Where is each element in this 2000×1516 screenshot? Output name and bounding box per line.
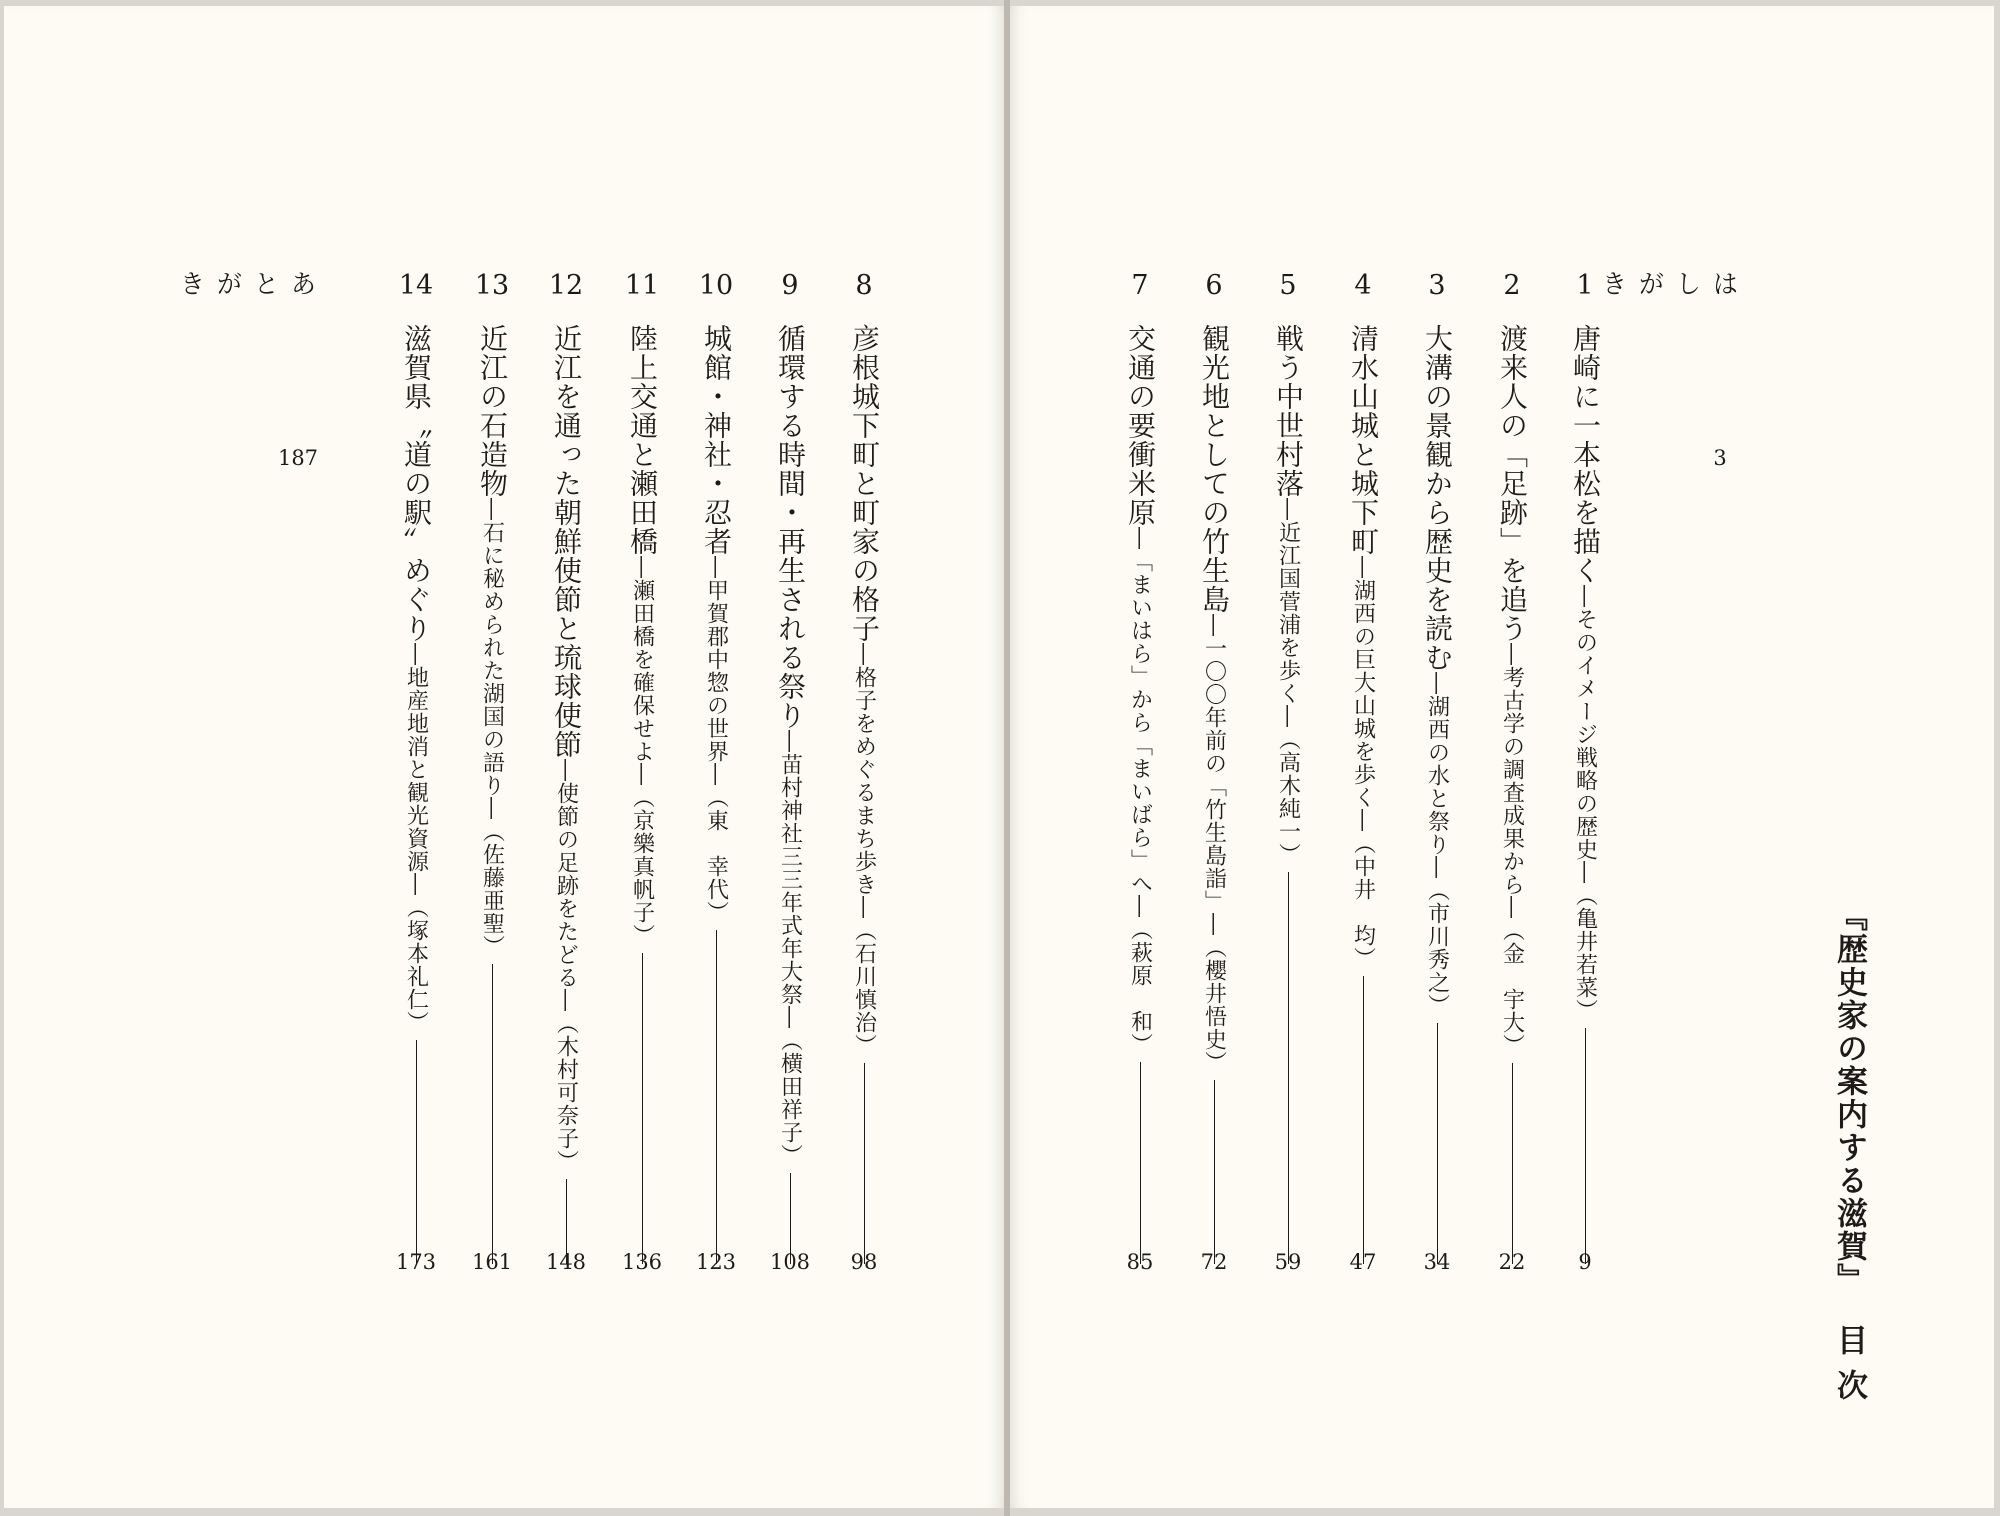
afterword-label: あとがき bbox=[175, 270, 316, 298]
chapter-title: 交通の要衝米原 bbox=[1124, 324, 1157, 527]
chapter-page: 85 bbox=[1126, 1250, 1154, 1274]
chapter-page: 136 bbox=[621, 1250, 663, 1274]
chapter-page: 108 bbox=[769, 1250, 811, 1274]
chapter-title: 清水山城と城下町 bbox=[1347, 324, 1380, 556]
chapter-author: （萩原 和） bbox=[1127, 918, 1153, 1056]
leader-line bbox=[864, 1063, 865, 1264]
leader-line bbox=[1140, 1062, 1141, 1264]
chapter-author: （中井 均） bbox=[1350, 832, 1376, 970]
chapter-title: 大溝の景観から歴史を読む bbox=[1421, 324, 1454, 672]
chapter-subtitle: ―瀬田橋を確保せよ― bbox=[629, 556, 655, 786]
leader-line bbox=[1214, 1080, 1215, 1264]
afterword-page: 187 bbox=[277, 446, 319, 470]
chapter-number: 8 bbox=[855, 270, 873, 301]
chapter-number: 6 bbox=[1205, 270, 1223, 301]
chapter-title: 戦う中世村落 bbox=[1272, 324, 1305, 498]
chapter-subtitle: ―「まいはら」から「まいばら」へ― bbox=[1127, 527, 1153, 918]
chapter-subtitle: ―甲賀郡中惣の世界― bbox=[703, 556, 729, 786]
chapter-page: 161 bbox=[471, 1250, 513, 1274]
chapter-author: （塚本礼仁） bbox=[403, 896, 429, 1034]
chapter-page: 22 bbox=[1498, 1250, 1526, 1274]
chapter-number: 11 bbox=[624, 270, 660, 301]
chapter-number: 9 bbox=[781, 270, 799, 301]
chapter-number: 4 bbox=[1354, 270, 1372, 301]
chapter-author: （市川秀之） bbox=[1424, 879, 1450, 1017]
chapter-title: 滋賀県〝道の駅〟めぐり bbox=[400, 324, 433, 643]
chapter-page: 98 bbox=[850, 1250, 878, 1274]
book-gutter bbox=[1004, 0, 1010, 1516]
chapter-number: 13 bbox=[474, 270, 510, 301]
chapter-subtitle: ―使節の足跡をたどる― bbox=[553, 759, 579, 1012]
chapter-title: 近江を通った朝鮮使節と琉球使節 bbox=[550, 324, 583, 759]
chapter-title: 観光地としての竹生島 bbox=[1198, 324, 1231, 614]
chapter-title: 渡来人の「足跡」を追う bbox=[1496, 324, 1529, 643]
chapter-page: 34 bbox=[1423, 1250, 1451, 1274]
chapter-subtitle: ―近江国菅浦を歩く― bbox=[1275, 498, 1301, 728]
chapter-subtitle: ―一〇〇年前の「竹生島詣」― bbox=[1201, 614, 1227, 936]
chapter-title: 循環する時間・再生される祭り bbox=[774, 324, 807, 730]
leader-line bbox=[1288, 872, 1289, 1264]
chapter-number: 2 bbox=[1503, 270, 1521, 301]
chapter-author: （金 宇大） bbox=[1499, 919, 1525, 1057]
chapter-subtitle: ―湖西の巨大山城を歩く― bbox=[1350, 556, 1376, 832]
chapter-author: （横田祥子） bbox=[777, 1029, 803, 1167]
chapter-title: 城館・神社・忍者 bbox=[700, 324, 733, 556]
leader-line bbox=[1363, 976, 1364, 1264]
chapter-title: 唐崎に一本松を描く bbox=[1569, 324, 1602, 585]
foreword-label: はしがき bbox=[1597, 270, 1738, 298]
chapter-author: （京樂真帆子） bbox=[629, 786, 655, 947]
chapter-number: 7 bbox=[1131, 270, 1149, 301]
chapter-subtitle: ―そのイメージ戦略の歴史― bbox=[1572, 585, 1598, 884]
leader-line bbox=[492, 964, 493, 1264]
chapter-author: （東 幸代） bbox=[703, 786, 729, 924]
chapter-title: 彦根城下町と町家の格子 bbox=[848, 324, 881, 643]
chapter-title: 近江の石造物 bbox=[476, 324, 509, 498]
leader-line bbox=[416, 1040, 417, 1264]
chapter-number: 5 bbox=[1279, 270, 1297, 301]
leader-line bbox=[1437, 1023, 1438, 1264]
chapter-subtitle: ―地産地消と観光資源― bbox=[403, 643, 429, 896]
leader-line bbox=[1512, 1063, 1513, 1264]
chapter-author: （櫻井悟史） bbox=[1201, 936, 1227, 1074]
chapter-subtitle: ―苗村神社三三年式年大祭― bbox=[777, 730, 803, 1029]
foreword-page: 3 bbox=[1713, 446, 1727, 470]
chapter-page: 148 bbox=[545, 1250, 587, 1274]
chapter-author: （亀井若菜） bbox=[1572, 884, 1598, 1022]
chapter-page: 72 bbox=[1200, 1250, 1228, 1274]
chapter-subtitle: ―湖西の水と祭り― bbox=[1424, 672, 1450, 879]
leader-line bbox=[642, 953, 643, 1264]
chapter-subtitle: ―格子をめぐるまち歩き― bbox=[851, 643, 877, 919]
chapter-number: 12 bbox=[548, 270, 584, 301]
chapter-author: （石川慎治） bbox=[851, 919, 877, 1057]
chapter-number: 10 bbox=[698, 270, 734, 301]
chapter-number: 14 bbox=[398, 270, 434, 301]
toc-label: 目次 bbox=[1831, 1324, 1867, 1414]
chapter-author: （高木純一） bbox=[1275, 728, 1301, 866]
chapter-page: 9 bbox=[1578, 1250, 1592, 1274]
leader-line bbox=[716, 930, 717, 1264]
book-title-heading bbox=[1822, 900, 1872, 1420]
chapter-page: 59 bbox=[1274, 1250, 1302, 1274]
chapter-page: 47 bbox=[1349, 1250, 1377, 1274]
chapter-subtitle: ―考古学の調査成果から― bbox=[1499, 643, 1525, 919]
chapter-author: （木村可奈子） bbox=[553, 1012, 579, 1173]
chapter-page: 173 bbox=[395, 1250, 437, 1274]
chapter-title: 陸上交通と瀬田橋 bbox=[626, 324, 659, 556]
book-title: 『歴史家の案内する滋賀』 bbox=[1831, 900, 1867, 1296]
chapter-page: 123 bbox=[695, 1250, 737, 1274]
leader-line bbox=[1585, 1028, 1586, 1264]
chapter-author: （佐藤亜聖） bbox=[479, 820, 505, 958]
chapter-number: 1 bbox=[1576, 270, 1594, 301]
chapter-number: 3 bbox=[1428, 270, 1446, 301]
chapter-subtitle: ―石に秘められた湖国の語り― bbox=[479, 498, 505, 820]
